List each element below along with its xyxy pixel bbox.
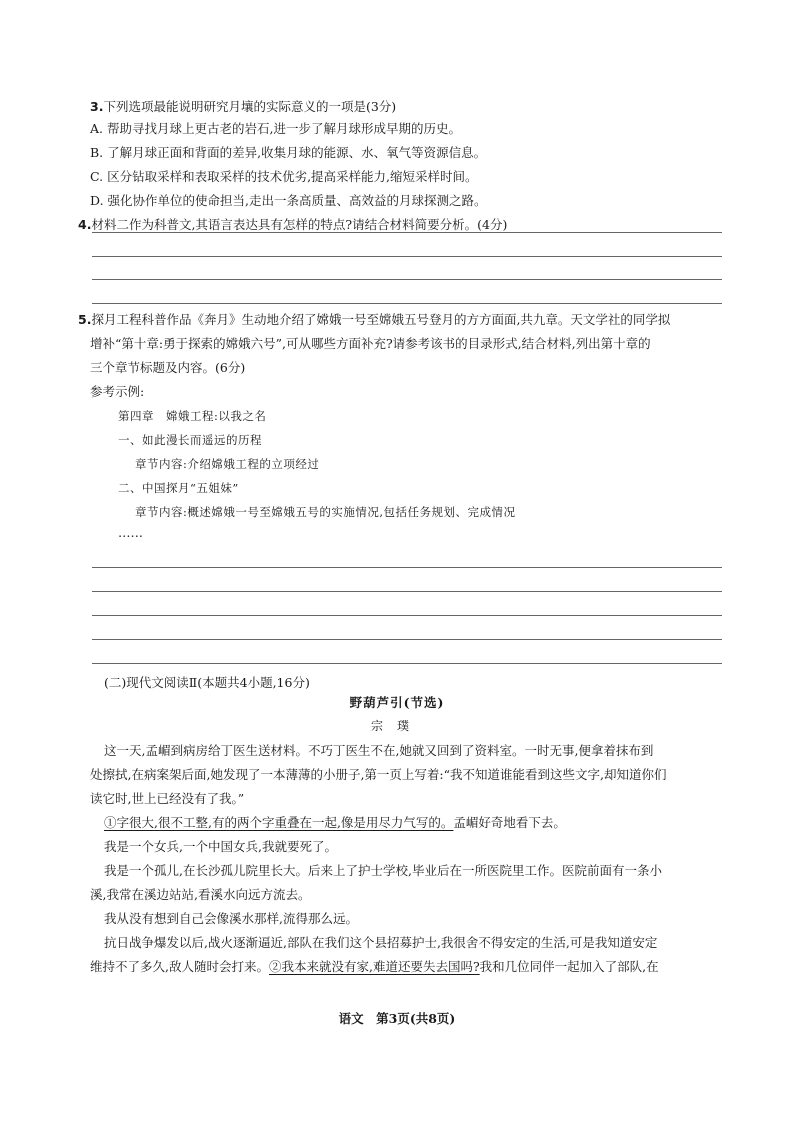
- passage-title: 野葫芦引(节选): [349, 695, 445, 710]
- passage-paragraph-6-line-2: [90, 958, 659, 976]
- answer-line[interactable]: [92, 591, 722, 592]
- q4-number: 4.: [78, 217, 92, 232]
- passage-paragraph-4-line-1: 我是一个孤儿,在长沙孤儿院里长大。后来上了护士学校,毕业后在一所医院里工作。医院前面有一条小: [104, 863, 662, 878]
- q4-stem-text: 材料二作为科普文,其语言表达具有怎样的特点?请结合材料简要分析。(4分): [91, 217, 508, 232]
- answer-line[interactable]: [92, 256, 722, 257]
- q5-example-content-2: 章节内容:概述嫦娥一号至嫦娥五号的实施情况,包括任务规划、完成情况: [135, 505, 516, 519]
- q5-number: 5.: [78, 312, 92, 327]
- section-heading: (二)现代文阅读Ⅱ(本题共4小题,16分): [104, 675, 310, 690]
- passage-paragraph-1-line-2: 处擦拭,在病案架后面,她发现了一本薄薄的小册子,第一页上写着:“我不知道谁能看到这些文字,却知道你们: [90, 767, 667, 782]
- q5-example-chapter: 第四章 嫦娥工程:以我之名: [118, 409, 267, 423]
- answer-line[interactable]: [92, 279, 722, 280]
- passage-paragraph-1-line-3: 读它时,世上已经没有了我。”: [90, 791, 245, 806]
- passage-text: 孟嵋好奇地看下去。: [453, 815, 566, 830]
- q5-stem-line-3: 三个章节标题及内容。(6分): [90, 360, 246, 375]
- q5-example-section-1: 一、如此漫长而遥远的历程: [118, 433, 262, 447]
- q5-example-section-2: 二、中国探月“五姐妹”: [118, 481, 239, 495]
- q3-stem-text: 下列选项最能说明研究月壤的实际意义的一项是(3分): [103, 99, 397, 114]
- passage-paragraph-5: 我从没有想到自己会像溪水那样,流得那么远。: [104, 911, 358, 926]
- passage-paragraph-1-line-1: 这一天,孟嵋到病房给丁医生送材料。不巧丁医生不在,她就又回到了资料室。一时无事,便拿着抹布到: [104, 743, 654, 758]
- passage-paragraph-2: [104, 814, 566, 832]
- page-footer: 语文 第3页(共8页): [338, 1011, 456, 1026]
- q5-example-content-1: 章节内容:介绍嫦娥工程的立项经过: [135, 457, 320, 471]
- q5-example-ellipsis: ……: [118, 525, 143, 540]
- passage-text: 维持不了多久,敌人随时会打来。: [90, 959, 269, 974]
- q3-option-c: C. 区分钻取采样和表取采样的技术优劣,提高采样能力,缩短采样时间。: [90, 169, 478, 184]
- q3-stem: [90, 98, 396, 116]
- q3-number: 3.: [90, 99, 104, 114]
- q3-option-b: B. 了解月球正面和背面的差异,收集月球的能源、水、氧气等资源信息。: [90, 145, 487, 160]
- answer-line[interactable]: [92, 663, 722, 664]
- q3-option-a: A. 帮助寻找月球上更古老的岩石,进一步了解月球形成早期的历史。: [90, 121, 461, 136]
- q3-option-d: D. 强化协作单位的使命担当,走出一条高质量、高效益的月球探测之路。: [90, 193, 487, 208]
- q5-stem-line-2: 增补“第十章:勇于探索的嫦娥六号”,可从哪些方面补充?请参考该书的目录形式,结合材料,列出第十章的: [90, 336, 651, 351]
- answer-line[interactable]: [92, 615, 722, 616]
- underlined-sentence-1: ①字很大,很不工整,有的两个字重叠在一起,像是用尽力气写的。: [104, 815, 454, 830]
- underlined-sentence-2: ②我本来就没有家,难道还要失去国吗?: [268, 959, 480, 974]
- answer-line[interactable]: [92, 232, 722, 233]
- passage-paragraph-4-line-2: 溪,我常在溪边站站,看溪水向远方流去。: [90, 887, 311, 902]
- answer-line[interactable]: [92, 567, 722, 568]
- q5-example-label: 参考示例:: [90, 384, 145, 399]
- passage-paragraph-3: 我是一个女兵,一个中国女兵,我就要死了。: [104, 839, 337, 854]
- passage-author: 宗璞: [370, 719, 423, 733]
- passage-text: 我和几位同伴一起加入了部队,在: [479, 959, 659, 974]
- passage-paragraph-6-line-1: 抗日战争爆发以后,战火逐渐逼近,部队在我们这个县招募护士,我很舍不得安定的生活,可是我知道安定: [104, 935, 658, 950]
- answer-line[interactable]: [92, 639, 722, 640]
- q5-stem-line-1: [78, 311, 670, 329]
- q5-stem-text: 探月工程科普作品《奔月》生动地介绍了嫦娥一号至嫦娥五号登月的方方面面,共九章。天文学社的同学拟: [91, 312, 671, 327]
- answer-line[interactable]: [92, 303, 722, 304]
